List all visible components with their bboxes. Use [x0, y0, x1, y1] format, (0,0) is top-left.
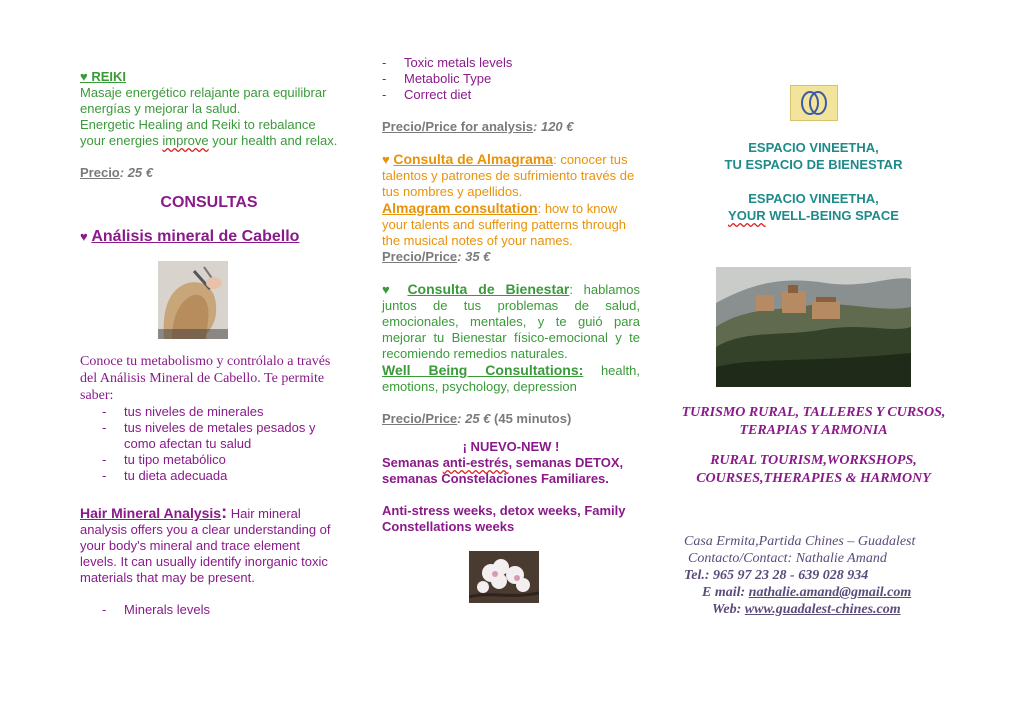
- column-2: [382, 55, 640, 603]
- consultas-heading: CONSULTAS: [160, 194, 258, 211]
- phone: Tel.: 965 97 23 28 - 639 028 934: [684, 568, 869, 583]
- village-photo: [716, 267, 911, 387]
- column-3: [676, 85, 951, 618]
- antistress-paragraph: Anti-stress weeks, detox weeks, Family Constellations weeks: [382, 503, 626, 534]
- analisis-heading: ♥ Análisis mineral de Cabello: [80, 228, 300, 245]
- village-landscape-image: [716, 267, 911, 387]
- vineetha-logo-icon: [791, 86, 837, 120]
- hair-list: [80, 602, 338, 618]
- contact-person: Contacto/Contact: Nathalie Amand: [688, 551, 887, 566]
- almagrama-paragraph: ♥ Consulta de Almagrama: conocer tus talentos y patrones de sufrimiento través de tus nombres y apellidos.: [382, 151, 635, 199]
- list-item: - Metabolic Type: [382, 71, 492, 86]
- list-item: - tus niveles de metales pesados y como afectan tu salud: [102, 420, 316, 451]
- logo: [790, 85, 838, 121]
- analisis-list: [80, 404, 338, 484]
- analysis-price: Precio/Price for analysis: 120 €: [382, 119, 574, 134]
- heart-icon: ♥: [80, 229, 92, 244]
- list-item: - Minerals levels: [102, 602, 210, 617]
- web-link[interactable]: www.guadalest-chines.com: [744, 602, 901, 617]
- bienestar-paragraph: ♥ Consulta de Bienestar: hablamos juntos de tus problemas de salud, emocionales, mentales, y te guió para mejorar tu Bienestar físico-emocional y te recomiendo remedios naturales.: [382, 281, 640, 361]
- semanas-paragraph: Semanas anti-estrés, semanas DETOX, semanas Constelaciones Familiares.: [382, 455, 624, 486]
- contact-block: [676, 533, 951, 618]
- hair-analysis-title: Hair Mineral Analysis: [80, 505, 222, 521]
- turismo-es: TURISMO RURAL, TALLERES Y CURSOS, TERAPIAS Y ARMONIA: [681, 405, 946, 438]
- list-item: - tus niveles de minerales: [102, 404, 264, 419]
- address: Casa Ermita,Partida Chines – Guadalest: [684, 534, 916, 549]
- heart-icon: ♥: [382, 282, 408, 297]
- list-item: - Toxic metals levels: [382, 55, 513, 70]
- hair-analysis-paragraph: Hair Mineral Analysis: Hair mineral analysis offers you a clear understanding of your body's mineral and trace element levels. It can usually identify inorganic toxic materials that may be present.: [80, 502, 331, 585]
- almagram-paragraph: Almagram consultation: how to know your talents and suffering patterns through the musical notes of your names.: [382, 200, 627, 248]
- list-item: - tu tipo metabólico: [102, 452, 226, 467]
- list-item: - tu dieta adecuada: [102, 468, 228, 483]
- hair-photo: [158, 261, 228, 339]
- email-link[interactable]: nathalie.amand@gmail.com: [748, 585, 912, 600]
- title-en: ESPACIO VINEETHA, YOUR WELL-BEING SPACE: [728, 191, 899, 223]
- analisis-intro: Conoce tu metabolismo y contrólalo a través del Análisis Mineral de Cabello. Te permite saber:: [80, 354, 331, 403]
- reiki-description-es: Masaje energético relajante para equilibrar energías y mejorar la salud.: [80, 85, 327, 116]
- hair-list-continued: [360, 55, 640, 103]
- hair-analysis-image: [158, 261, 228, 339]
- reiki-heading: ♥ REIKI: [80, 69, 127, 84]
- web-line: Web: www.guadalest-chines.com: [712, 602, 901, 617]
- turismo-en: RURAL TOURISM,WORKSHOPS, COURSES,THERAPIES & HARMONY: [696, 453, 931, 486]
- heart-icon: ♥: [382, 152, 394, 167]
- almond-blossom-image: [469, 551, 539, 603]
- wellbeing-paragraph: Well Being Consultations: health, emotions, psychology, depression: [382, 362, 640, 394]
- bienestar-price: Precio/Price: 25 € (45 minutos): [382, 411, 572, 426]
- almagrama-price: Precio/Price: 35 €: [382, 249, 491, 264]
- title-es: ESPACIO VINEETHA, TU ESPACIO DE BIENESTAR: [724, 140, 903, 172]
- nuevo-heading: ¡ NUEVO-NEW !: [462, 439, 560, 454]
- reiki-description-en: Energetic Healing and Reiki to rebalance your energies improve your health and relax.: [80, 117, 338, 148]
- flower-photo: [469, 551, 539, 603]
- list-item: - Correct diet: [382, 87, 472, 102]
- column-1: [80, 69, 338, 618]
- email-line: E mail: nathalie.amand@gmail.com: [702, 585, 912, 600]
- reiki-price: Precio: 25 €: [80, 165, 153, 180]
